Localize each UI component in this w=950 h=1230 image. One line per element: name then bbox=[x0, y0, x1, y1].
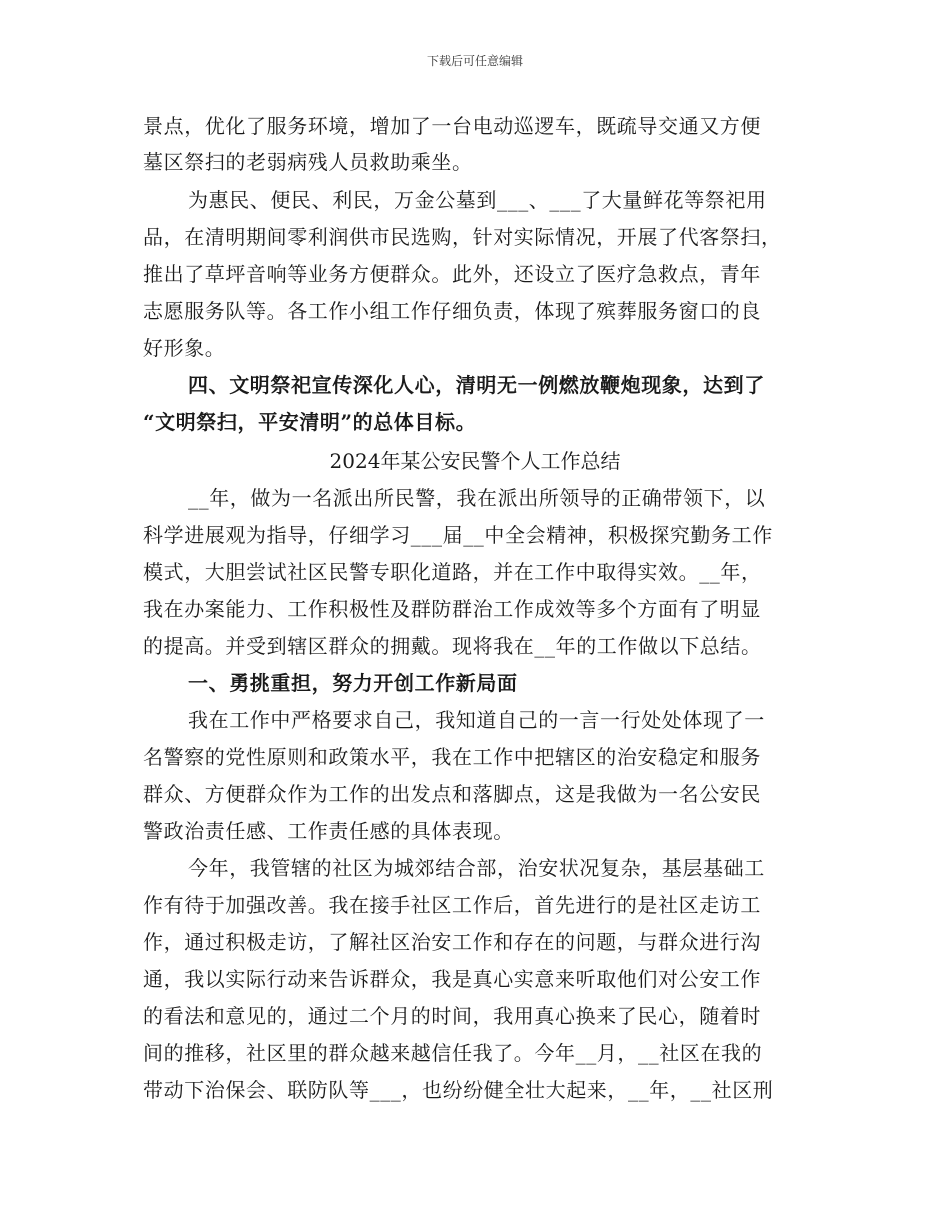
text-line: 群众、方便群众作为工作的出发点和落脚点，这是我做为一名公安民 bbox=[143, 782, 761, 806]
text-line: 的提高。并受到辖区群众的拥戴。现将我在__年的工作做以下总结。 bbox=[143, 634, 762, 658]
text-line: 名警察的党性原则和政策水平，我在工作中把辖区的治安稳定和服务 bbox=[143, 745, 761, 769]
text-line: 今年，我管辖的社区为城郊结合部，治安状况复杂，基层基础工 bbox=[188, 856, 765, 880]
text-line: 通，我以实际行动来告诉群众，我是真心实意来听取他们对公安工作 bbox=[143, 967, 761, 991]
text-line: 景点，优化了服务环境，增加了一台电动巡逻车，既疏导交通又方便 bbox=[143, 114, 761, 138]
text-line: 墓区祭扫的老弱病残人员救助乘坐。 bbox=[143, 150, 473, 174]
page-header-note: 下载后可任意编辑 bbox=[426, 54, 523, 68]
text-line: 为惠民、便民、利民，万金公墓到___、___了大量鲜花等祭祀用 bbox=[188, 188, 767, 212]
text-line: 我在办案能力、工作积极性及群防群治工作成效等多个方面有了明显 bbox=[143, 597, 761, 621]
text-line: 作有待于加强改善。我在接手社区工作后，首先进行的是社区走访工 bbox=[143, 893, 761, 917]
section-heading-1: 一、勇挑重担，努力开创工作新局面 bbox=[188, 671, 518, 695]
section-heading-4: 四、文明祭祀宣传深化人心，清明无一例燃放鞭炮现象，达到了 bbox=[188, 373, 765, 397]
text-line: 模式，大胆尝试社区民警专职化道路，并在工作中取得实效。__年， bbox=[143, 560, 762, 584]
text-line: 好形象。 bbox=[143, 336, 226, 360]
text-line: 科学进展观为指导，仔细学习___届__中全会精神，积极探究勤务工作 bbox=[143, 523, 773, 547]
text-line: 的看法和意见的，通过二个月的时间，我用真心换来了民心，随着时 bbox=[143, 1004, 761, 1028]
text-line: 我在工作中严格要求自己，我知道自己的一言一行处处体现了一 bbox=[188, 708, 765, 732]
text-line: 推出了草坪音响等业务方便群众。此外，还设立了医疗急救点，青年 bbox=[143, 262, 761, 286]
text-line: 志愿服务队等。各工作小组工作仔细负责，体现了殡葬服务窗口的良 bbox=[143, 299, 761, 323]
text-line: 带动下治保会、联防队等___，也纷纷健全壮大起来，__年，__社区刑 bbox=[143, 1078, 774, 1102]
text-line: __年，做为一名派出所民警，我在派出所领导的正确带领下，以 bbox=[188, 486, 766, 510]
text-line: 间的推移，社区里的群众越来越信任我了。今年__月，__社区在我的 bbox=[143, 1041, 763, 1065]
section-heading-4-cont: “文明祭扫，平安清明”的总体目标。 bbox=[143, 410, 477, 434]
document-title: 2024年某公安民警个人工作总结 bbox=[329, 449, 621, 473]
text-line: 作，通过积极走访，了解社区治安工作和存在的问题，与群众进行沟 bbox=[143, 930, 761, 954]
text-line: 品，在清明期间零利润供市民选购，针对实际情况，开展了代客祭扫， bbox=[143, 225, 782, 249]
text-line: 警政治责任感、工作责任感的具体表现。 bbox=[143, 819, 514, 843]
